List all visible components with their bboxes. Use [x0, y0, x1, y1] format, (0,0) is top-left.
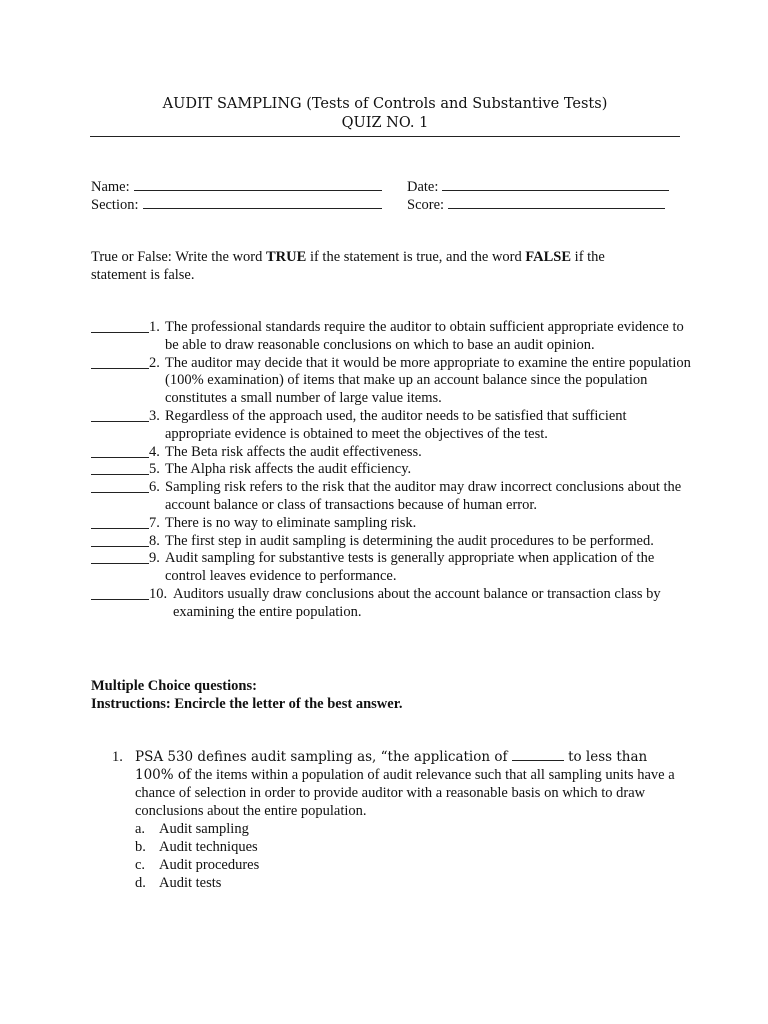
- tf-item-3: [91, 408, 691, 444]
- answer-blank[interactable]: [91, 528, 149, 529]
- instr-text-3: if the statement is false.: [91, 249, 605, 283]
- tf-item-8: [91, 533, 691, 551]
- score-label: Score:: [407, 197, 445, 213]
- option-text: Audit tests: [159, 875, 222, 891]
- option-a[interactable]: [135, 820, 677, 838]
- tf-item-4: [91, 444, 691, 462]
- mc-question-1: [112, 748, 677, 892]
- option-text: Audit sampling: [159, 821, 249, 837]
- question-text-part-2: to less than 100% of: [135, 749, 648, 783]
- option-text: Audit procedures: [159, 857, 260, 873]
- tf-item-10: [91, 586, 691, 622]
- mc-instructions: Instructions: Encircle the letter of the best answer.: [91, 696, 403, 712]
- tf-item-6: [91, 479, 691, 515]
- question-text: [135, 748, 677, 820]
- tf-item-2: [91, 355, 691, 408]
- question-text-part-3: the items within a population of audit relevance such that all sampling units have a chance of selection in order to provide auditor with a reasonable basis on which to draw conclusions about the entire population.: [135, 767, 675, 819]
- option-c[interactable]: [135, 856, 677, 874]
- item-text: The first step in audit sampling is determining the audit procedures to be performed.: [165, 532, 654, 549]
- quiz-number: QUIZ NO. 1: [341, 115, 429, 131]
- tf-item-1: [91, 319, 691, 355]
- answer-blank[interactable]: [91, 599, 149, 600]
- score-blank[interactable]: [448, 195, 665, 209]
- instr-false-word: FALSE: [525, 249, 572, 265]
- section-blank[interactable]: [143, 195, 382, 209]
- item-number: 10.: [149, 585, 168, 602]
- multiple-choice-header: [91, 677, 402, 713]
- item-text: The Alpha risk affects the audit efficiency.: [165, 461, 412, 478]
- mc-heading: Multiple Choice questions:: [91, 678, 257, 694]
- item-number: 2.: [149, 354, 160, 371]
- item-number: 8.: [149, 532, 160, 549]
- answer-blank[interactable]: [91, 546, 149, 547]
- instr-text-1: True or False: Write the word: [91, 249, 267, 265]
- item-text: Regardless of the approach used, the auditor needs to be satisfied that sufficient appropriate evidence is obtained to meet the objectives of the test.: [165, 407, 627, 442]
- item-text: Audit sampling for substantive tests is generally appropriate when application of the control leaves evidence to performance.: [165, 550, 655, 585]
- item-number: 4.: [149, 443, 160, 460]
- answer-blank[interactable]: [91, 563, 149, 564]
- date-blank[interactable]: [442, 177, 669, 191]
- section-field[interactable]: [91, 195, 382, 214]
- answer-blank[interactable]: [91, 421, 149, 422]
- date-label: Date:: [407, 179, 439, 195]
- option-letter[interactable]: c.: [135, 857, 146, 873]
- question-text-part-1: PSA 530 defines audit sampling as, “the application of: [135, 749, 512, 765]
- item-number: 6.: [149, 479, 160, 496]
- question-number: 1.: [112, 749, 123, 765]
- tf-item-9: [91, 550, 691, 586]
- answer-options: [135, 820, 677, 892]
- item-number: 1.: [149, 319, 160, 335]
- true-false-list: [91, 319, 691, 622]
- answer-blank[interactable]: [91, 368, 149, 369]
- section-label: Section:: [91, 197, 139, 213]
- name-blank[interactable]: [134, 177, 382, 191]
- title-block: [90, 95, 680, 133]
- tf-item-7: [91, 515, 691, 533]
- instr-text-2: if the statement is true, and the word: [306, 249, 526, 265]
- name-field[interactable]: [91, 177, 382, 196]
- true-false-instructions: [91, 248, 651, 284]
- date-field[interactable]: [407, 177, 669, 196]
- tf-item-5: [91, 461, 691, 479]
- answer-blank[interactable]: [91, 332, 149, 333]
- title-divider: [90, 136, 680, 137]
- answer-blank[interactable]: [91, 492, 149, 493]
- item-number: 7.: [149, 514, 160, 531]
- item-text: The Beta risk affects the audit effectiveness.: [165, 443, 422, 460]
- item-number: 9.: [149, 550, 160, 567]
- item-number: 3.: [149, 407, 160, 424]
- answer-blank[interactable]: [91, 474, 149, 475]
- item-text: Sampling risk refers to the risk that the auditor may draw incorrect conclusions about the account balance or class of transactions because of human error.: [165, 479, 682, 513]
- option-text: Audit techniques: [159, 839, 258, 855]
- item-text: Auditors usually draw conclusions about the account balance or transaction class by examining the entire population.: [173, 585, 661, 620]
- option-letter[interactable]: d.: [135, 875, 146, 891]
- instr-true-word: TRUE: [266, 249, 307, 265]
- quiz-title: AUDIT SAMPLING (Tests of Controls and Substantive Tests): [162, 96, 608, 112]
- option-d[interactable]: [135, 874, 677, 892]
- question-blank: [512, 748, 564, 761]
- answer-blank[interactable]: [91, 457, 149, 458]
- item-text: The professional standards require the auditor to obtain sufficient appropriate evidence to be able to draw reasonable conclusions on which to base an audit opinion.: [165, 319, 684, 353]
- score-field[interactable]: [407, 195, 665, 214]
- option-letter[interactable]: b.: [135, 839, 146, 855]
- name-label: Name:: [91, 179, 130, 195]
- item-text: There is no way to eliminate sampling risk.: [165, 514, 417, 531]
- item-number: 5.: [149, 461, 160, 478]
- item-text: The auditor may decide that it would be more appropriate to examine the entire population (100% examination) of items that make up an account balance since the population constitutes a small number of large value items.: [165, 354, 691, 407]
- option-letter[interactable]: a.: [135, 821, 146, 837]
- option-b[interactable]: [135, 838, 677, 856]
